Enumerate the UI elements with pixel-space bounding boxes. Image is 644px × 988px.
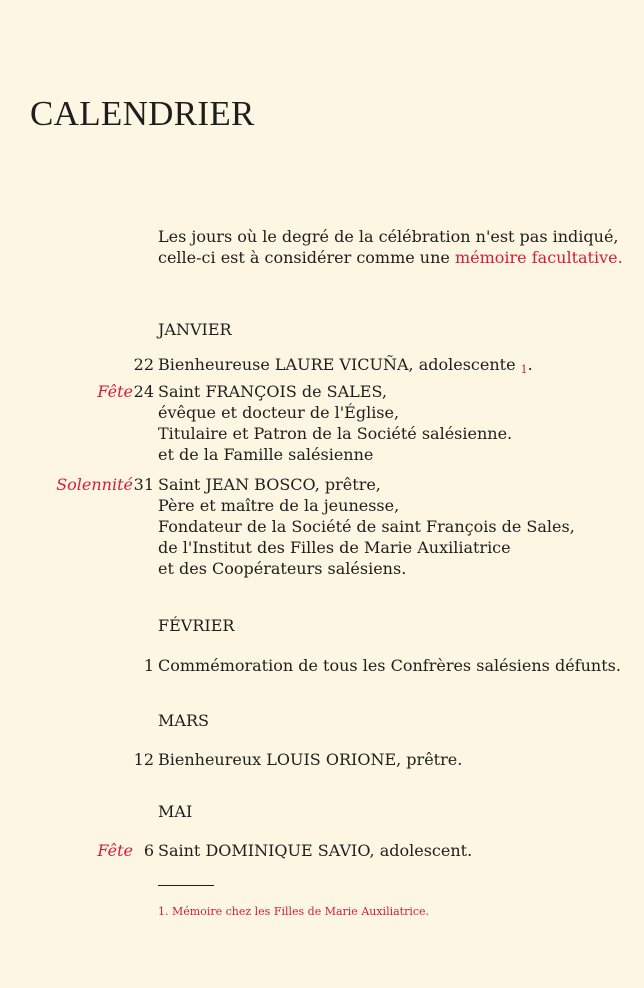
entry-day: 1 (143, 656, 154, 675)
page-title: CALENDRIER (30, 94, 255, 133)
entry-line: Saint DOMINIQUE SAVIO, adolescent. (158, 841, 473, 860)
entry-line: Père et maître de la jeunesse, (158, 496, 400, 515)
entry-line: de l'Institut des Filles de Marie Auxiliatrice (158, 538, 511, 557)
entry-day: 12 (133, 750, 154, 769)
footnote-ref: 1 (520, 363, 528, 376)
entry-text (158, 655, 642, 676)
entry-day: 6 (143, 841, 154, 860)
month-heading-mai: MAI (158, 802, 193, 821)
footnote (158, 905, 429, 919)
entry-line: Commémoration de tous les Confrères salésiens défunts. (158, 656, 621, 675)
entry-line: évêque et docteur de l'Église, (158, 403, 400, 422)
entry-line: et de la Famille salésienne (158, 445, 374, 464)
entry-day: 22 (133, 355, 154, 374)
intro-line-2-text: celle-ci est à considérer comme une (158, 248, 455, 267)
entry-text (158, 840, 642, 861)
intro-highlight: mémoire facultative. (454, 248, 623, 267)
entry-line: Titulaire et Patron de la Société salésienne. (158, 424, 513, 443)
entry-line: Saint JEAN BOSCO, prêtre, (158, 475, 381, 494)
intro-note (158, 226, 638, 268)
celebration-degree: Fête (97, 382, 133, 401)
entry-day: 31 (133, 475, 154, 494)
month-heading-janvier: JANVIER (158, 320, 232, 339)
entry-text (158, 474, 642, 579)
entry-text (158, 749, 642, 770)
month-heading-fevrier: FÉVRIER (158, 616, 235, 635)
entry-text (158, 354, 642, 380)
entry-line: Fondateur de la Société de saint François de Sales, (158, 517, 575, 536)
entry-line: Saint FRANÇOIS de SALES, (158, 382, 387, 401)
entry-line: Bienheureuse LAURE VICUÑA, adolescente 1. (158, 355, 533, 376)
entry-text (158, 381, 642, 465)
intro-line-2 (158, 247, 638, 268)
celebration-degree: Solennité (56, 475, 133, 494)
month-heading-mars: MARS (158, 711, 209, 730)
footnote-text: Mémoire chez les Filles de Marie Auxiliatrice. (172, 905, 430, 918)
footnote-number: 1. (158, 905, 169, 918)
entry-day: 24 (133, 382, 154, 401)
footnote-divider (158, 885, 214, 886)
entry-line: Bienheureux LOUIS ORIONE, prêtre. (158, 750, 463, 769)
entry-line: et des Coopérateurs salésiens. (158, 559, 407, 578)
intro-line-1: Les jours où le degré de la célébration n'est pas indiqué, (158, 227, 619, 246)
celebration-degree: Fête (97, 841, 133, 860)
